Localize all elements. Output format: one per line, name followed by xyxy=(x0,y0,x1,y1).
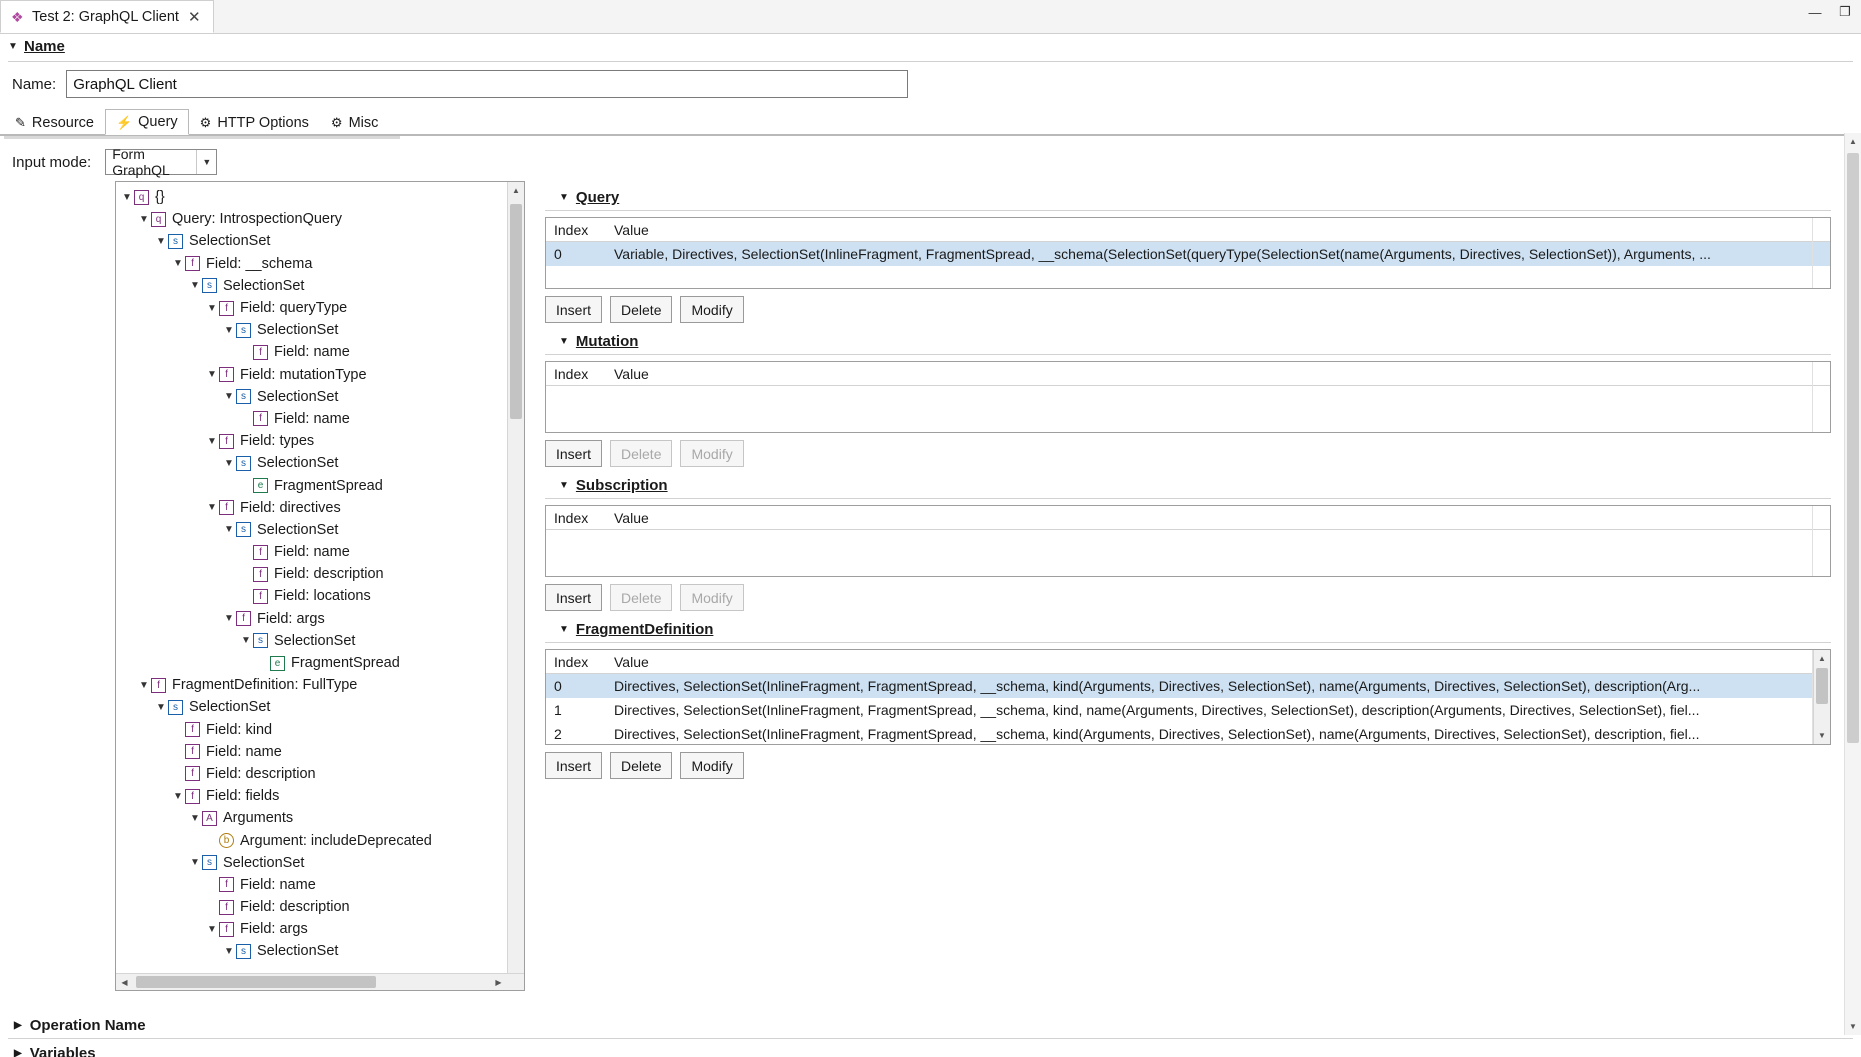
modify-button: Modify xyxy=(680,584,743,611)
chevron-down-icon[interactable]: ▼ xyxy=(207,302,217,314)
operation-name-title: Operation Name xyxy=(29,1017,146,1034)
tree-node-label: Field: locations xyxy=(274,588,371,605)
column-header-value[interactable]: Value xyxy=(614,365,649,382)
panel-mutation-header[interactable] xyxy=(559,333,1831,350)
grid-column-edge xyxy=(1812,506,1813,576)
tree-node-label: Field: fields xyxy=(206,788,280,805)
gear-icon: ❖ xyxy=(11,8,24,25)
chevron-down-icon: ▼ xyxy=(559,480,569,491)
tree-node-type-icon: f xyxy=(236,611,251,626)
tree-node-label: Field: description xyxy=(206,765,316,782)
http-icon: ⚙ xyxy=(199,115,212,130)
insert-button[interactable]: Insert xyxy=(545,296,602,323)
delete-button: Delete xyxy=(610,440,672,467)
name-section-header[interactable] xyxy=(0,34,1861,59)
chevron-down-icon[interactable]: ▼ xyxy=(224,324,234,336)
operation-name-section[interactable] xyxy=(0,1011,1861,1034)
panel-subscription-title: Subscription xyxy=(575,477,668,494)
panel-mutation xyxy=(545,333,1831,467)
tree-node-type-icon: A xyxy=(202,811,217,826)
tree-node[interactable] xyxy=(116,674,524,696)
tree-node-type-icon: f xyxy=(185,766,200,781)
minimize-button[interactable]: — xyxy=(1808,4,1822,20)
tree-node-type-icon: s xyxy=(202,278,217,293)
tree-node-label: SelectionSet xyxy=(189,233,271,250)
delete-button: Delete xyxy=(610,584,672,611)
grid-header xyxy=(546,362,1830,386)
lightning-icon: ⚡ xyxy=(115,114,133,130)
tab-query-label: Query xyxy=(138,114,178,130)
tree-node-type-icon: f xyxy=(219,900,234,915)
tree-node-label: FragmentSpread xyxy=(274,477,383,494)
tree-node-type-icon: f xyxy=(185,256,200,271)
tree-node[interactable] xyxy=(116,918,524,940)
grid-header xyxy=(546,650,1830,674)
tree-node-type-icon: s xyxy=(236,323,251,338)
tree-node-label: Arguments xyxy=(223,810,294,827)
tree-node-type-icon: f xyxy=(219,367,234,382)
name-input[interactable] xyxy=(66,70,908,98)
tree-node[interactable] xyxy=(116,785,524,807)
tree-node-label: SelectionSet xyxy=(257,388,339,405)
tree-node-type-icon: f xyxy=(219,434,234,449)
tab-misc-label: Misc xyxy=(348,114,379,131)
tree-node-type-icon: f xyxy=(219,301,234,316)
tree-node-type-icon: s xyxy=(236,389,251,404)
tree-node-label: Field: description xyxy=(274,566,384,583)
column-header-index[interactable]: Index xyxy=(554,365,589,382)
tree-node-type-icon: q xyxy=(134,190,149,205)
tree-node[interactable] xyxy=(116,940,524,962)
tree-node[interactable] xyxy=(116,408,524,430)
grid-column-edge xyxy=(1812,218,1813,288)
query-panels xyxy=(545,181,1831,1011)
name-section-title: Name xyxy=(24,38,65,55)
chevron-down-icon[interactable]: ▼ xyxy=(173,258,183,270)
tree-node-type-icon: f xyxy=(219,877,234,892)
tree-node[interactable] xyxy=(116,386,524,408)
chevron-down-icon: ▼ xyxy=(196,150,216,174)
panel-mutation-buttons xyxy=(545,440,1831,467)
chevron-down-icon[interactable]: ▼ xyxy=(224,457,234,469)
tree-node[interactable] xyxy=(116,896,524,918)
insert-button[interactable]: Insert xyxy=(545,440,602,467)
main-content xyxy=(0,181,1861,1011)
graphql-tree[interactable] xyxy=(116,182,524,973)
scroll-down-icon[interactable]: ▼ xyxy=(1818,731,1826,740)
chevron-down-icon[interactable]: ▼ xyxy=(224,613,234,625)
tab-resource-label: Resource xyxy=(31,114,94,131)
column-header-index[interactable]: Index xyxy=(554,221,589,238)
tree-node-type-icon: s xyxy=(236,944,251,959)
tree-node-label: Field: name xyxy=(274,410,350,427)
panel-fragmentdefinition-title: FragmentDefinition xyxy=(575,621,714,638)
tree-node[interactable] xyxy=(116,829,524,851)
tree-node[interactable] xyxy=(116,253,524,275)
chevron-down-icon[interactable]: ▼ xyxy=(224,524,234,536)
input-mode-select[interactable] xyxy=(105,146,217,178)
panel-mutation-divider xyxy=(545,354,1831,355)
chevron-down-icon: ▼ xyxy=(8,41,18,52)
chevron-down-icon[interactable]: ▼ xyxy=(190,857,200,869)
tree-node[interactable] xyxy=(116,563,524,585)
tree-node[interactable] xyxy=(116,696,524,718)
tree-node-type-icon: f xyxy=(253,567,268,582)
panel-fragmentdefinition-header[interactable] xyxy=(559,621,1831,638)
chevron-down-icon[interactable]: ▼ xyxy=(173,790,183,802)
cell-value: Variable, Directives, SelectionSet(InlineFragment, FragmentSpread, __schema(SelectionSet(queryType(SelectionSet(name(Arguments, Directives, SelectionSet)), Arguments, ... xyxy=(614,246,1711,262)
chevron-down-icon: ▼ xyxy=(559,192,569,203)
tree-node-label: SelectionSet xyxy=(257,322,339,339)
chevron-down-icon[interactable]: ▼ xyxy=(207,923,217,935)
tab-resource[interactable] xyxy=(4,109,105,135)
tree-node-type-icon: s xyxy=(168,700,183,715)
variables-title: Variables xyxy=(29,1045,96,1057)
panel-query xyxy=(545,189,1831,323)
restore-button[interactable]: ❐ xyxy=(1839,4,1851,19)
input-mode-row xyxy=(0,139,1861,181)
tree-node[interactable] xyxy=(116,630,524,652)
table-row[interactable] xyxy=(546,674,1830,698)
panel-subscription-divider xyxy=(545,498,1831,499)
chevron-down-icon: ▼ xyxy=(559,336,569,347)
tree-node-label: SelectionSet xyxy=(223,854,305,871)
tree-node-label: Field: __schema xyxy=(206,255,313,272)
tree-node-label: Field: name xyxy=(206,743,282,760)
grid-scroll-thumb[interactable] xyxy=(1816,668,1828,704)
page-vertical-scrollbar[interactable] xyxy=(1844,133,1861,1035)
modify-button[interactable]: Modify xyxy=(680,752,743,779)
variables-section[interactable] xyxy=(0,1039,1861,1057)
tree-node-label: Field: name xyxy=(274,344,350,361)
tree-node-type-icon: f xyxy=(253,545,268,560)
tree-node[interactable] xyxy=(116,319,524,341)
misc-icon: ⚙ xyxy=(330,115,343,130)
tree-node-type-icon: f xyxy=(219,500,234,515)
tree-node-label: SelectionSet xyxy=(223,277,305,294)
tree-vertical-scrollbar[interactable] xyxy=(507,182,524,990)
name-label: Name: xyxy=(12,75,57,93)
tree-hscroll-thumb[interactable] xyxy=(136,976,376,988)
tree-node-label: Field: directives xyxy=(240,499,341,516)
tree-node-label: Field: mutationType xyxy=(240,366,367,383)
tree-node-label: Field: name xyxy=(274,544,350,561)
chevron-down-icon[interactable]: ▼ xyxy=(207,502,217,514)
chevron-down-icon[interactable]: ▼ xyxy=(207,435,217,447)
page-scroll-up-icon[interactable]: ▲ xyxy=(1849,137,1857,146)
resource-icon: ✎ xyxy=(15,115,26,130)
chevron-down-icon[interactable]: ▼ xyxy=(122,191,132,203)
tree-node[interactable] xyxy=(116,230,524,252)
column-header-index[interactable]: Index xyxy=(554,509,589,526)
tree-node-type-icon: s xyxy=(236,456,251,471)
column-header-value[interactable]: Value xyxy=(614,653,649,670)
column-header-value[interactable]: Value xyxy=(614,509,649,526)
tree-node[interactable] xyxy=(116,497,524,519)
cell-value: Directives, SelectionSet(InlineFragment, FragmentSpread, __schema, kind(Arguments, Directives, SelectionSet), name(Arguments, Directives, SelectionSet), description, fiel... xyxy=(614,726,1700,742)
tree-node[interactable] xyxy=(116,852,524,874)
tree-node-label: Field: queryType xyxy=(240,300,348,317)
panel-fragmentdefinition xyxy=(545,621,1831,779)
delete-button[interactable]: Delete xyxy=(610,296,672,323)
tree-node-type-icon: f xyxy=(185,744,200,759)
table-row[interactable] xyxy=(546,698,1830,722)
tree-node-type-icon: s xyxy=(168,234,183,249)
tree-node[interactable] xyxy=(116,585,524,607)
tree-node-type-icon: f xyxy=(151,678,166,693)
panel-query-header[interactable] xyxy=(559,189,1831,206)
tree-node[interactable] xyxy=(116,652,524,674)
tree-node-label: Query: IntrospectionQuery xyxy=(172,211,343,228)
panel-mutation-title: Mutation xyxy=(575,333,639,350)
panel-subscription-buttons xyxy=(545,584,1831,611)
window-tab[interactable] xyxy=(0,0,214,33)
chevron-down-icon[interactable]: ▼ xyxy=(241,635,251,647)
tree-node[interactable] xyxy=(116,297,524,319)
panel-fragmentdefinition-grid[interactable] xyxy=(545,649,1831,745)
close-icon[interactable]: ✕ xyxy=(187,8,201,26)
tree-node-label: Field: types xyxy=(240,433,315,450)
grid-header xyxy=(546,218,1830,242)
cell-index: 2 xyxy=(554,726,562,742)
tree-node-type-icon: f xyxy=(253,411,268,426)
tree-node-type-icon: s xyxy=(253,633,268,648)
column-header-index[interactable]: Index xyxy=(554,653,589,670)
tree-node[interactable] xyxy=(116,452,524,474)
tree-node-label: Argument: includeDeprecated xyxy=(240,832,432,849)
tree-node-type-icon: b xyxy=(219,833,234,848)
cell-index: 0 xyxy=(554,678,562,694)
chevron-right-icon: ▶ xyxy=(14,1048,22,1057)
modify-button: Modify xyxy=(680,440,743,467)
panel-mutation-grid[interactable] xyxy=(545,361,1831,433)
tree-node-label: SelectionSet xyxy=(257,455,339,472)
tree-node-type-icon: f xyxy=(253,345,268,360)
cell-index: 0 xyxy=(554,246,562,262)
panel-subscription-header[interactable] xyxy=(559,477,1831,494)
chevron-down-icon: ▼ xyxy=(559,624,569,635)
panel-fragmentdefinition-divider xyxy=(545,642,1831,643)
tree-node-type-icon: q xyxy=(151,212,166,227)
tree-node-label: SelectionSet xyxy=(257,521,339,538)
input-mode-value: Form GraphQL xyxy=(112,146,170,178)
chevron-down-icon[interactable]: ▼ xyxy=(224,945,234,957)
delete-button[interactable]: Delete xyxy=(610,752,672,779)
chevron-down-icon[interactable]: ▼ xyxy=(156,701,166,713)
page-scroll-thumb[interactable] xyxy=(1847,153,1859,743)
tree-node[interactable] xyxy=(116,741,524,763)
tree-node-label: SelectionSet xyxy=(274,632,356,649)
tree-node[interactable] xyxy=(116,519,524,541)
grid-column-edge xyxy=(1812,362,1813,432)
grid-vertical-scrollbar[interactable] xyxy=(1813,650,1830,744)
chevron-down-icon[interactable]: ▼ xyxy=(190,280,200,292)
tree-node-type-icon: e xyxy=(253,478,268,493)
name-row xyxy=(0,62,1861,108)
insert-button[interactable]: Insert xyxy=(545,752,602,779)
chevron-right-icon: ▶ xyxy=(14,1020,22,1031)
tab-http-options[interactable] xyxy=(189,109,320,135)
tree-node-type-icon: s xyxy=(236,522,251,537)
tree-node-type-icon: f xyxy=(219,922,234,937)
chevron-down-icon[interactable]: ▼ xyxy=(224,391,234,403)
tree-node-label: Field: description xyxy=(240,899,350,916)
tree-vscroll-thumb[interactable] xyxy=(510,204,522,419)
panel-fragmentdefinition-buttons xyxy=(545,752,1831,779)
scroll-left-icon[interactable]: ◀ xyxy=(121,977,128,987)
modify-button[interactable]: Modify xyxy=(680,296,743,323)
chevron-down-icon[interactable]: ▼ xyxy=(139,679,149,691)
tree-node-type-icon: f xyxy=(185,789,200,804)
panel-query-divider xyxy=(545,210,1831,211)
tree-node[interactable] xyxy=(116,874,524,896)
tree-node[interactable] xyxy=(116,541,524,563)
grid-header xyxy=(546,506,1830,530)
tab-query[interactable] xyxy=(105,109,189,135)
tree-node[interactable] xyxy=(116,364,524,386)
window-tab-label: Test 2: GraphQL Client xyxy=(32,8,179,25)
tree-node[interactable] xyxy=(116,430,524,452)
tree-node-label: Field: args xyxy=(240,921,308,938)
panel-query-grid[interactable] xyxy=(545,217,1831,289)
tree-node-label: SelectionSet xyxy=(189,699,271,716)
tree-node-label: SelectionSet xyxy=(257,943,339,960)
chevron-down-icon[interactable]: ▼ xyxy=(207,369,217,381)
column-header-value[interactable]: Value xyxy=(614,221,649,238)
panel-subscription-grid[interactable] xyxy=(545,505,1831,577)
tree-node[interactable] xyxy=(116,474,524,496)
tree-node-label: FragmentDefinition: FullType xyxy=(172,677,358,694)
tab-http-options-label: HTTP Options xyxy=(217,114,309,131)
table-row[interactable] xyxy=(546,722,1830,745)
tree-node[interactable] xyxy=(116,186,524,208)
tree-node[interactable] xyxy=(116,608,524,630)
scroll-up-icon[interactable]: ▲ xyxy=(508,182,524,199)
tree-node-label: {} xyxy=(155,189,165,206)
scroll-up-icon[interactable]: ▲ xyxy=(1818,654,1826,663)
tree-node-type-icon: e xyxy=(270,656,285,671)
cell-value: Directives, SelectionSet(InlineFragment, FragmentSpread, __schema, kind(Arguments, Directives, SelectionSet), name(Arguments, Directives, SelectionSet), description(Arg... xyxy=(614,678,1701,694)
tree-node[interactable] xyxy=(116,719,524,741)
window-tabbar xyxy=(0,0,1861,34)
panel-query-title: Query xyxy=(575,189,620,206)
tree-node-type-icon: f xyxy=(253,589,268,604)
tree-node-label: Field: name xyxy=(240,876,316,893)
tree-node[interactable] xyxy=(116,807,524,829)
panel-query-buttons xyxy=(545,296,1831,323)
tree-node-label: FragmentSpread xyxy=(291,655,400,672)
tree-node-type-icon: s xyxy=(202,855,217,870)
tree-node-label: Field: kind xyxy=(206,721,273,738)
tree-node[interactable] xyxy=(116,208,524,230)
input-mode-label: Input mode: xyxy=(12,153,92,171)
table-row[interactable] xyxy=(546,242,1830,266)
tree-node-label: Field: args xyxy=(257,610,325,627)
tree-node[interactable] xyxy=(116,763,524,785)
main-tabstrip xyxy=(0,108,1861,136)
graphql-tree-panel xyxy=(115,181,525,991)
cell-value: Directives, SelectionSet(InlineFragment, FragmentSpread, __schema, kind, name(Arguments, Directives, SelectionSet), description(Arguments, Directives, SelectionSet), fiel... xyxy=(614,702,1700,718)
tree-node-type-icon: f xyxy=(185,722,200,737)
chevron-down-icon[interactable]: ▼ xyxy=(190,812,200,824)
chevron-down-icon[interactable]: ▼ xyxy=(156,235,166,247)
chevron-down-icon[interactable]: ▼ xyxy=(139,213,149,225)
panel-subscription xyxy=(545,477,1831,611)
tree-node[interactable] xyxy=(116,275,524,297)
scroll-right-icon[interactable]: ▶ xyxy=(495,977,502,987)
window-controls xyxy=(1807,4,1853,20)
tab-misc[interactable] xyxy=(320,109,389,135)
tree-horizontal-scrollbar[interactable] xyxy=(116,973,524,990)
cell-index: 1 xyxy=(554,702,562,718)
insert-button[interactable]: Insert xyxy=(545,584,602,611)
page-scroll-down-icon[interactable]: ▼ xyxy=(1849,1022,1857,1031)
tree-node[interactable] xyxy=(116,341,524,363)
